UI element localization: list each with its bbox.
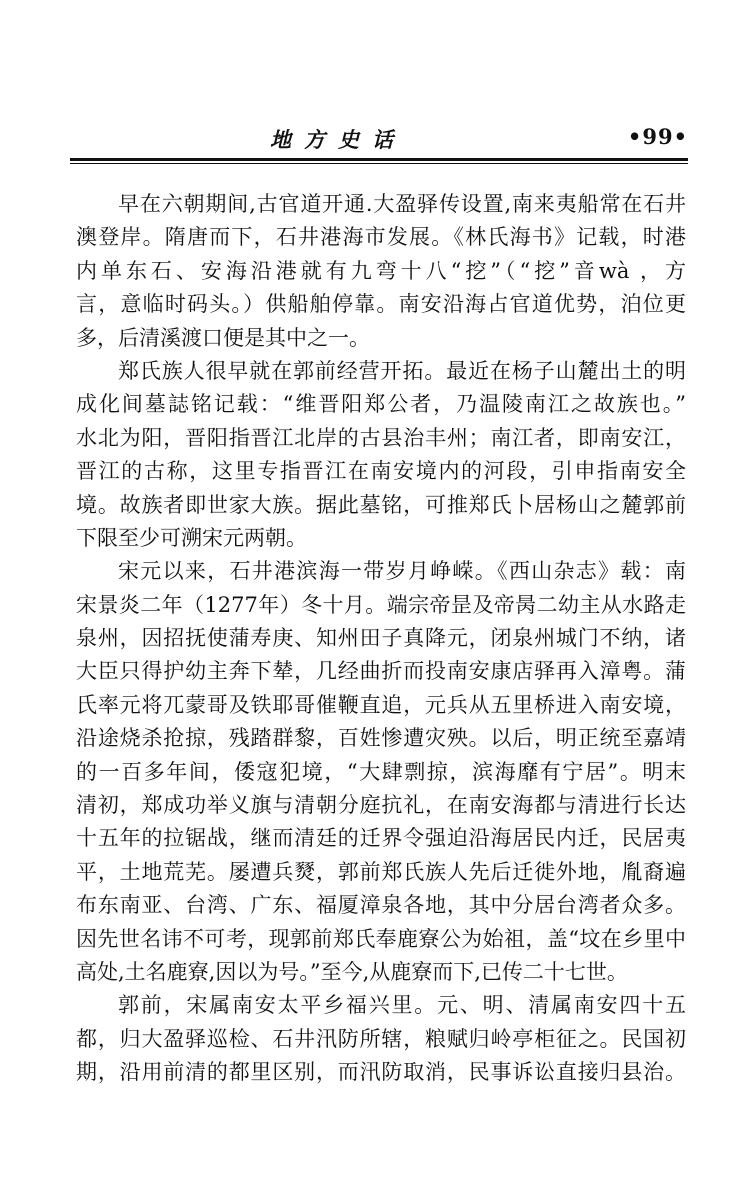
header-rule-thin — [70, 163, 688, 164]
text-line: 郑氏族人很早就在郭前经营开拓。最近在杨子山麓出土的明 — [118, 358, 686, 383]
page-header — [70, 118, 688, 160]
text-line: 郭前，宋属南安太平乡福兴里。元、明、清属南安四十五 — [118, 993, 686, 1018]
body-text — [76, 188, 686, 1090]
text-line: 水北为阳，晋阳指晋江北岸的古县治丰州；南江者，即南安江， — [76, 425, 686, 450]
text-line: 的一百多年间，倭寇犯境，“大肆剽掠，滨海靡有宁居”。明末 — [76, 759, 686, 784]
text-line: 期，沿用前清的都里区别，而汛防取消，民事诉讼直接归县治。 — [76, 1060, 686, 1085]
text-line: 清初，郑成功举义旗与清朝分庭抗礼，在南安海都与清进行长达 — [76, 793, 686, 818]
text-line: 宋元以来，石井港滨海一带岁月峥嵘。《西山杂志》载：南 — [118, 559, 686, 584]
running-title: 地方史话 — [270, 127, 406, 152]
text-line: 内单东石、安海沿港就有九弯十八“挖”（“挖”音wà ，方 — [76, 258, 686, 283]
text-line: 沿途烧杀抢掠，残踏群黎，百姓惨遭灾殃。以后，明正统至嘉靖 — [76, 726, 686, 751]
text-line: 下限至少可溯宋元两朝。 — [76, 525, 307, 550]
text-line: 境。故族者即世家大族。据此墓铭，可推郑氏卜居杨山之麓郭前 — [76, 492, 686, 517]
page-number: •99• — [627, 124, 688, 149]
text-line: 高处,土名鹿寮,因以为号。”至今,从鹿寮而下,已传二十七世。 — [76, 959, 628, 984]
text-line: 平，土地荒芜。屡遭兵燹，郭前郑氏族人先后迁徙外地，胤裔遍 — [76, 859, 686, 884]
text-line: 澳登岸。隋唐而下，石井港海市发展。《林氏海书》记载，时港 — [76, 225, 686, 250]
text-line: 氏率元将兀蒙哥及铁耶哥催鞭直追，元兵从五里桥进入南安境， — [76, 692, 686, 717]
text-line: 多，后清溪渡口便是其中之一。 — [76, 325, 370, 350]
text-line: 宋景炎二年（1277年）冬十月。端宗帝昰及帝昺二幼主从水路走 — [76, 592, 686, 617]
text-line: 成化间墓誌铭记载：“维晋阳郑公者，乃温陵南江之故族也。” — [76, 392, 686, 417]
text-line: 布东南亚、台湾、广东、福厦漳泉各地，其中分居台湾者众多。 — [76, 893, 686, 918]
text-line: 早在六朝期间,古官道开通.大盈驿传设置,南来夷船常在石井 — [118, 192, 686, 216]
text-line: 因先世名讳不可考，现郭前郑氏奉鹿寮公为始祖，盖“坟在乡里中 — [76, 926, 686, 951]
text-line: 言，意临时码头。）供船舶停靠。南安沿海占官道优势，泊位更 — [76, 292, 686, 317]
text-line: 大臣只得护幼主奔下辇，几经曲折而投南安康店驿再入漳粤。蒲 — [76, 659, 686, 684]
text-line: 晋江的古称，这里专指晋江在南安境内的河段，引申指南安全 — [76, 459, 686, 484]
header-rule-thick — [70, 158, 688, 161]
text-line: 都，归大盈驿巡检、石井汛防所辖，粮赋归岭亭柜征之。民国初 — [76, 1026, 686, 1051]
text-line: 泉州，因招抚使蒲寿庚、知州田子真降元，闭泉州城门不纳，诸 — [76, 626, 686, 651]
text-line: 十五年的拉锯战，继而清廷的迁界令强迫沿海居民内迁，民居夷 — [76, 826, 686, 851]
